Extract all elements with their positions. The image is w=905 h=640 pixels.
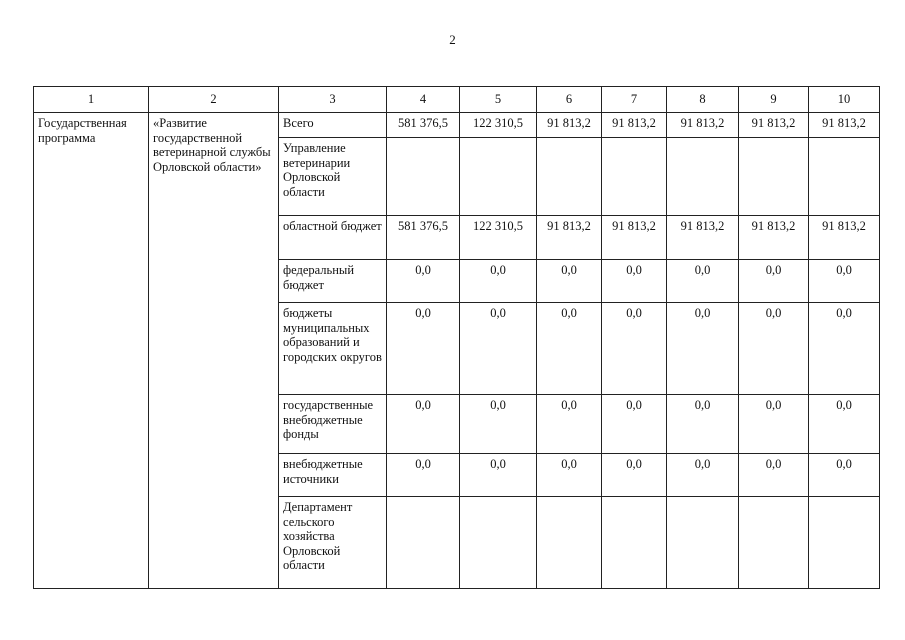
value-cell — [537, 138, 602, 216]
value-cell — [460, 497, 537, 589]
column-header: 5 — [460, 87, 537, 113]
column-header: 9 — [739, 87, 809, 113]
value-cell — [739, 497, 809, 589]
value-cell: 0,0 — [667, 454, 739, 497]
row-label: Управление ветеринарии Орловской области — [279, 138, 387, 216]
column-header: 1 — [34, 87, 149, 113]
row-label: Всего — [279, 113, 387, 138]
value-cell — [667, 497, 739, 589]
program-type-cell: Государственная программа — [34, 113, 149, 589]
value-cell: 0,0 — [387, 395, 460, 454]
value-cell — [602, 138, 667, 216]
value-cell: 0,0 — [387, 303, 460, 395]
value-cell: 91 813,2 — [809, 113, 880, 138]
value-cell: 0,0 — [667, 395, 739, 454]
value-cell: 581 376,5 — [387, 216, 460, 260]
value-cell: 0,0 — [460, 260, 537, 303]
value-cell: 91 813,2 — [602, 216, 667, 260]
value-cell: 0,0 — [739, 395, 809, 454]
row-label: государственные внебюджетные фонды — [279, 395, 387, 454]
value-cell — [602, 497, 667, 589]
header-row — [34, 87, 880, 113]
value-cell: 91 813,2 — [667, 216, 739, 260]
value-cell — [387, 497, 460, 589]
value-cell: 0,0 — [809, 395, 880, 454]
row-label: внебюджетные источники — [279, 454, 387, 497]
value-cell: 0,0 — [667, 260, 739, 303]
table-row — [34, 113, 880, 138]
value-cell: 0,0 — [460, 303, 537, 395]
value-cell — [809, 497, 880, 589]
value-cell: 0,0 — [537, 395, 602, 454]
budget-table — [33, 86, 880, 589]
value-cell: 0,0 — [739, 260, 809, 303]
program-name-cell: «Развитие государственной ветеринарной службы Орловской области» — [149, 113, 279, 589]
value-cell: 0,0 — [602, 260, 667, 303]
value-cell: 0,0 — [537, 303, 602, 395]
value-cell — [809, 138, 880, 216]
value-cell: 91 813,2 — [537, 113, 602, 138]
value-cell: 0,0 — [537, 260, 602, 303]
value-cell — [537, 497, 602, 589]
value-cell: 0,0 — [739, 303, 809, 395]
value-cell — [667, 138, 739, 216]
value-cell: 91 813,2 — [809, 216, 880, 260]
value-cell — [387, 138, 460, 216]
value-cell: 91 813,2 — [739, 113, 809, 138]
value-cell: 0,0 — [602, 303, 667, 395]
row-label: федеральный бюджет — [279, 260, 387, 303]
value-cell — [460, 138, 537, 216]
value-cell: 91 813,2 — [602, 113, 667, 138]
value-cell: 0,0 — [460, 454, 537, 497]
value-cell: 122 310,5 — [460, 216, 537, 260]
column-header: 2 — [149, 87, 279, 113]
value-cell: 0,0 — [739, 454, 809, 497]
page-number: 2 — [449, 32, 456, 47]
value-cell: 0,0 — [809, 454, 880, 497]
value-cell — [739, 138, 809, 216]
value-cell: 0,0 — [602, 395, 667, 454]
column-header: 10 — [809, 87, 880, 113]
value-cell: 0,0 — [809, 260, 880, 303]
column-header: 6 — [537, 87, 602, 113]
value-cell: 0,0 — [387, 454, 460, 497]
row-label: областной бюджет — [279, 216, 387, 260]
column-header: 8 — [667, 87, 739, 113]
value-cell: 0,0 — [602, 454, 667, 497]
value-cell: 0,0 — [537, 454, 602, 497]
column-header: 7 — [602, 87, 667, 113]
value-cell: 0,0 — [667, 303, 739, 395]
value-cell: 91 813,2 — [739, 216, 809, 260]
value-cell: 122 310,5 — [460, 113, 537, 138]
column-header: 4 — [387, 87, 460, 113]
column-header: 3 — [279, 87, 387, 113]
value-cell: 581 376,5 — [387, 113, 460, 138]
value-cell: 0,0 — [809, 303, 880, 395]
value-cell: 0,0 — [460, 395, 537, 454]
value-cell: 91 813,2 — [667, 113, 739, 138]
value-cell: 91 813,2 — [537, 216, 602, 260]
value-cell: 0,0 — [387, 260, 460, 303]
row-label: бюджеты муниципальных образований и городских округов — [279, 303, 387, 395]
row-label: Департамент сельского хозяйства Орловской области — [279, 497, 387, 589]
